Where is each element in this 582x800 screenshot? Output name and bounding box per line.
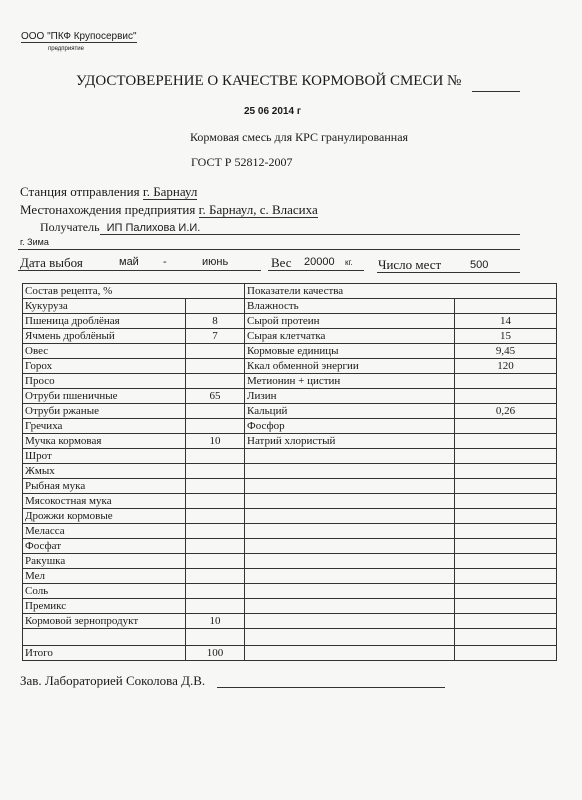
indicator-value-cell <box>455 434 557 449</box>
recipe-quality-table <box>22 283 557 661</box>
shipment-date-label: Дата выбоя <box>20 255 83 270</box>
ingredient-value-cell <box>186 299 245 314</box>
ingredient-cell: Мучка кормовая <box>23 434 186 449</box>
ingredient-cell: Меласса <box>23 524 186 539</box>
table-header-row <box>23 284 557 299</box>
table-row <box>23 479 557 494</box>
ingredient-cell: Премикс <box>23 599 186 614</box>
indicator-value-cell <box>455 419 557 434</box>
indicator-cell <box>245 449 455 464</box>
ingredient-cell: Шрот <box>23 449 186 464</box>
total-value: 100 <box>186 646 245 661</box>
indicator-cell <box>245 599 455 614</box>
ingredient-value-cell <box>186 419 245 434</box>
ingredient-cell: Пшеница дроблёная <box>23 314 186 329</box>
indicator-cell <box>245 569 455 584</box>
table-row <box>23 374 557 389</box>
station-label: Станция отправления <box>20 184 140 199</box>
ingredient-value-cell <box>186 524 245 539</box>
shipment-date-line <box>18 270 261 271</box>
ingredient-cell: Просо <box>23 374 186 389</box>
weight-label: Вес <box>271 255 292 270</box>
indicator-value-cell <box>455 464 557 479</box>
ingredient-value-cell <box>186 449 245 464</box>
indicator-value-cell: 120 <box>455 359 557 374</box>
ingredient-cell: Жмых <box>23 464 186 479</box>
recipient-city: г. Зима <box>20 237 49 247</box>
table-row <box>23 524 557 539</box>
ingredient-cell: Соль <box>23 584 186 599</box>
ingredient-value-cell <box>186 494 245 509</box>
ingredient-cell: Ячмень дроблёный <box>23 329 186 344</box>
table-row <box>23 359 557 374</box>
table-row <box>23 449 557 464</box>
places-value: 500 <box>470 259 489 271</box>
total-indicator-empty <box>245 646 455 661</box>
table-row <box>23 509 557 524</box>
indicator-cell: Метионин + цистин <box>245 374 455 389</box>
ingredient-cell: Отруби пшеничные <box>23 389 186 404</box>
table-row <box>23 629 557 646</box>
ingredient-cell: Овес <box>23 344 186 359</box>
ingredient-value-cell <box>186 344 245 359</box>
table-row <box>23 539 557 554</box>
table-row <box>23 614 557 629</box>
indicator-cell <box>245 494 455 509</box>
ingredient-value-cell <box>186 569 245 584</box>
table-row <box>23 389 557 404</box>
indicator-cell <box>245 464 455 479</box>
ingredient-value-cell: 10 <box>186 434 245 449</box>
indicator-cell: Фосфор <box>245 419 455 434</box>
ingredient-value-cell <box>186 359 245 374</box>
product-name: Кормовая смесь для КРС гранулированная <box>190 130 409 144</box>
places-label: Число мест <box>378 257 442 272</box>
location-label: Местонахождения предприятия <box>20 202 196 217</box>
ingredient-cell: Фосфат <box>23 539 186 554</box>
ingredient-cell: Кукуруза <box>23 299 186 314</box>
number-line <box>472 91 520 92</box>
indicator-value-cell <box>455 479 557 494</box>
city-line <box>18 249 520 250</box>
indicator-value-cell <box>455 449 557 464</box>
ingredient-value-cell <box>186 629 245 646</box>
ingredient-cell: Отруби ржаные <box>23 404 186 419</box>
shipment-date-to: июнь <box>202 256 229 268</box>
company-name: ООО "ПКФ Крупосервис" <box>21 31 137 42</box>
document-date: 25 06 2014 г <box>244 106 301 117</box>
indicator-cell: Сырая клетчатка <box>245 329 455 344</box>
ingredient-cell <box>23 629 186 646</box>
table-row <box>23 299 557 314</box>
ingredient-cell: Рыбная мука <box>23 479 186 494</box>
indicator-value-cell <box>455 374 557 389</box>
recipient-line <box>100 234 520 235</box>
document-title: УДОСТОВЕРЕНИЕ О КАЧЕСТВЕ КОРМОВОЙ СМЕСИ № <box>76 73 462 89</box>
ingredient-cell: Мясокостная мука <box>23 494 186 509</box>
recipe-header: Состав рецепта, % <box>23 284 245 299</box>
weight-value: 20000 <box>304 256 335 268</box>
ingredient-value-cell <box>186 584 245 599</box>
indicator-cell: Натрий хлористый <box>245 434 455 449</box>
indicator-value-cell <box>455 599 557 614</box>
table-row <box>23 464 557 479</box>
ingredient-cell: Горох <box>23 359 186 374</box>
indicator-value-cell: 9,45 <box>455 344 557 359</box>
indicator-cell <box>245 614 455 629</box>
indicator-value-cell: 0,26 <box>455 404 557 419</box>
ingredient-value-cell <box>186 539 245 554</box>
ingredient-value-cell: 8 <box>186 314 245 329</box>
ingredient-value-cell <box>186 404 245 419</box>
indicator-value-cell <box>455 569 557 584</box>
ingredient-cell: Дрожжи кормовые <box>23 509 186 524</box>
ingredient-value-cell <box>186 374 245 389</box>
indicator-value-cell <box>455 539 557 554</box>
table-row <box>23 404 557 419</box>
recipient-value: ИП Палихова И.И. <box>106 222 201 234</box>
table-row <box>23 434 557 449</box>
table-row <box>23 329 557 344</box>
signature-label: Зав. Лабораторией Соколова Д.В. <box>20 673 206 688</box>
indicator-cell <box>245 524 455 539</box>
indicator-value-cell <box>455 389 557 404</box>
table-row <box>23 419 557 434</box>
places-line <box>377 272 520 273</box>
indicator-cell <box>245 479 455 494</box>
ingredient-cell: Мел <box>23 569 186 584</box>
table-row <box>23 494 557 509</box>
indicator-cell <box>245 509 455 524</box>
signature-line <box>217 687 445 688</box>
ingredient-value-cell <box>186 599 245 614</box>
indicator-value-cell: 15 <box>455 329 557 344</box>
station-value: г. Барнаул <box>142 184 198 199</box>
table-row <box>23 344 557 359</box>
ingredient-cell: Ракушка <box>23 554 186 569</box>
indicator-cell: Лизин <box>245 389 455 404</box>
ingredient-value-cell: 65 <box>186 389 245 404</box>
station-row <box>20 184 197 200</box>
table-row <box>23 314 557 329</box>
indicator-value-cell <box>455 524 557 539</box>
ingredient-value-cell <box>186 479 245 494</box>
indicator-cell: Кальций <box>245 404 455 419</box>
ingredient-value-cell: 7 <box>186 329 245 344</box>
table-row <box>23 584 557 599</box>
indicator-cell <box>245 629 455 646</box>
recipient-label: Получатель <box>40 220 100 234</box>
ingredient-cell: Гречиха <box>23 419 186 434</box>
ingredient-value-cell <box>186 554 245 569</box>
indicator-value-cell: 14 <box>455 314 557 329</box>
ingredient-value-cell: 10 <box>186 614 245 629</box>
total-label: Итого <box>23 646 186 661</box>
location-value: г. Барнаул, с. Власиха <box>198 202 318 217</box>
indicator-cell <box>245 539 455 554</box>
indicator-cell: Сырой протеин <box>245 314 455 329</box>
ingredient-cell: Кормовой зернопродукт <box>23 614 186 629</box>
table-row <box>23 569 557 584</box>
quality-header: Показатели качества <box>245 284 557 299</box>
indicator-value-cell <box>455 509 557 524</box>
indicator-cell <box>245 584 455 599</box>
standard: ГОСТ Р 52812-2007 <box>191 155 293 169</box>
shipment-date-from: май <box>119 256 139 268</box>
indicator-cell <box>245 554 455 569</box>
table-row <box>23 554 557 569</box>
shipment-dash: - <box>163 256 167 268</box>
weight-unit: кг. <box>345 258 353 267</box>
ingredient-value-cell <box>186 509 245 524</box>
indicator-value-cell <box>455 554 557 569</box>
total-row <box>23 646 557 661</box>
indicator-value-cell <box>455 299 557 314</box>
indicator-value-cell <box>455 584 557 599</box>
recipient-row <box>40 220 200 235</box>
indicator-value-cell <box>455 614 557 629</box>
indicator-value-cell <box>455 494 557 509</box>
total-indicator-value-empty <box>455 646 557 661</box>
indicator-cell: Ккал обменной энергии <box>245 359 455 374</box>
indicator-cell: Влажность <box>245 299 455 314</box>
indicator-value-cell <box>455 629 557 646</box>
indicator-cell: Кормовые единицы <box>245 344 455 359</box>
ingredient-value-cell <box>186 464 245 479</box>
table-row <box>23 599 557 614</box>
location-row <box>20 202 318 218</box>
company-caption: предприятие <box>48 46 84 52</box>
weight-line <box>268 270 364 271</box>
